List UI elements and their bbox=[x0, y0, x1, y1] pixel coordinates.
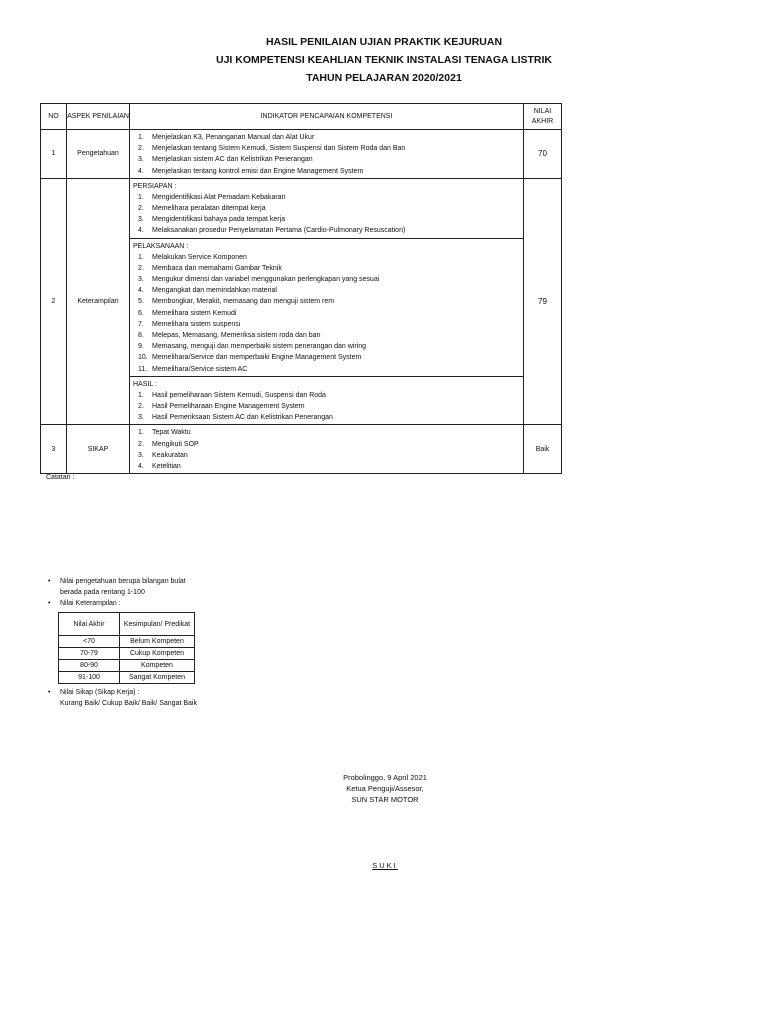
item-text: Melepas, Memasang, Memeriksa sistem roda dan ban bbox=[152, 332, 321, 340]
predikat-header-row bbox=[59, 613, 195, 636]
predikat-label: Sangat Kompeten bbox=[120, 672, 195, 684]
list-item bbox=[138, 341, 520, 352]
assessment-table bbox=[40, 103, 562, 474]
row-no: 1 bbox=[41, 130, 67, 179]
list-item bbox=[138, 225, 520, 236]
item-number: 4. bbox=[138, 463, 144, 471]
item-text: Melaksanakan prosedur Penyelamatan Pertama (Cardio-Pulmonary Resuscation) bbox=[152, 227, 406, 235]
indikator-list bbox=[133, 390, 520, 424]
row-no: 3 bbox=[41, 425, 67, 474]
item-number: 6. bbox=[138, 309, 144, 317]
row-nilai: Baik bbox=[524, 425, 562, 474]
item-text: Keakuratan bbox=[152, 451, 188, 459]
indikator-list bbox=[133, 427, 520, 472]
item-text: Memasang, menguji dan memperbaiki sistem penerangan dan wiring bbox=[152, 343, 367, 351]
signature-role: Ketua Penguji/Assesor, bbox=[346, 784, 424, 793]
item-text: Hasil Pemeriksaan Sistem AC dan Kelistrikan Penerangan bbox=[152, 414, 333, 422]
item-text: Membaca dan memahami Gambar Teknik bbox=[152, 264, 282, 272]
row-aspek: SIKAP bbox=[67, 425, 130, 474]
item-number: 2. bbox=[138, 403, 144, 411]
predikat-table bbox=[58, 612, 195, 684]
row-indikator bbox=[130, 425, 524, 474]
table-row bbox=[59, 648, 195, 660]
list-item bbox=[138, 192, 520, 203]
item-text: Mengukur dimensi dan variabel menggunakan perlengkapan yang sesuai bbox=[152, 276, 380, 284]
item-text: Mengangkat dan memindahkan material bbox=[152, 287, 277, 295]
row-aspek: Keterampilan bbox=[67, 178, 130, 425]
row-no: 2 bbox=[41, 178, 67, 425]
list-item bbox=[138, 427, 520, 438]
item-number: 1. bbox=[138, 391, 144, 399]
item-text: Menjelaskan tentang kontrol emisi dan Engine Management System bbox=[152, 167, 364, 175]
list-item bbox=[138, 461, 520, 472]
predikat-label: Kompeten bbox=[120, 660, 195, 672]
item-text: Mengikuti SOP bbox=[152, 440, 199, 448]
list-item bbox=[138, 285, 520, 296]
list-item bbox=[138, 143, 520, 154]
section-persiapan bbox=[130, 179, 523, 238]
row-indikator bbox=[130, 178, 524, 425]
item-text: Hasil Pemeliharaan Engine Management System bbox=[152, 403, 305, 411]
item-text: Memelihara sistem suspensi bbox=[152, 320, 241, 328]
list-item bbox=[138, 412, 520, 423]
row-nilai: 70 bbox=[524, 130, 562, 179]
item-number: 9. bbox=[138, 343, 144, 351]
list-item bbox=[138, 154, 520, 165]
header-no: NO bbox=[41, 104, 67, 130]
item-number: 2. bbox=[138, 440, 144, 448]
item-number: 1. bbox=[138, 134, 144, 141]
item-number: 8. bbox=[138, 332, 144, 340]
table-row bbox=[59, 672, 195, 684]
item-number: 3. bbox=[138, 156, 144, 164]
indikator-list bbox=[133, 252, 520, 375]
section-label: PERSIAPAN : bbox=[133, 182, 177, 190]
item-text: Menjelaskan K3, Penanganan Manual dan Alat Ukur bbox=[152, 134, 315, 141]
section-hasil bbox=[130, 376, 523, 425]
item-number: 3. bbox=[138, 216, 144, 224]
predikat-nilai: 70-79 bbox=[59, 648, 120, 660]
item-text: Membongkar, Merakit, memasang dan menguji sistem rem bbox=[152, 298, 335, 306]
list-item bbox=[138, 203, 520, 214]
table-row bbox=[59, 636, 195, 648]
section-label: PELAKSANAAN : bbox=[133, 242, 189, 250]
signature-place-date: Probolinggo, 9 April 2021 bbox=[343, 773, 427, 782]
list-item bbox=[138, 296, 520, 307]
signature-name: SUKI bbox=[372, 861, 398, 870]
item-number: 3. bbox=[138, 276, 144, 284]
item-text: Tepat Waktu bbox=[152, 429, 191, 437]
item-number: 1. bbox=[138, 253, 144, 261]
row-nilai: 79 bbox=[524, 178, 562, 425]
item-text: Memelihara peralatan ditempat kerja bbox=[152, 205, 266, 213]
row-sikap bbox=[41, 425, 562, 474]
title-line-3: TAHUN PELAJARAN 2020/2021 bbox=[306, 72, 462, 84]
document-title-block bbox=[0, 33, 768, 87]
item-number: 3. bbox=[138, 414, 144, 422]
item-number: 5. bbox=[138, 298, 144, 306]
item-number: 4. bbox=[138, 287, 144, 295]
item-number: 2. bbox=[138, 264, 144, 272]
item-text: Memelihara/Service sistem AC bbox=[152, 365, 248, 373]
section-pelaksanaan bbox=[130, 238, 523, 376]
predikat-header-kesimpulan: Kesimpulan/ Predikat bbox=[120, 613, 195, 636]
item-text: Hasil pemeliharaan Sistem Kemudi, Suspensi dan Roda bbox=[152, 391, 326, 399]
item-text: Melakukan Service Komponen bbox=[152, 253, 247, 261]
list-item bbox=[138, 166, 520, 177]
header-indikator: INDIKATOR PENCAPAIAN KOMPETENSI bbox=[130, 104, 524, 130]
item-text: Memelihara/Service dan memperbaiki Engine Management System bbox=[152, 354, 362, 362]
item-text: Memelihara sistem Kemudi bbox=[152, 309, 237, 317]
notes-block bbox=[48, 576, 208, 709]
list-item bbox=[138, 132, 520, 143]
table-row bbox=[59, 660, 195, 672]
predikat-label: Belum Kompeten bbox=[120, 636, 195, 648]
item-text: Mengidentifikasi bahaya pada tempat kerja bbox=[152, 216, 286, 224]
table-header-row bbox=[41, 104, 562, 130]
row-keterampilan bbox=[41, 178, 562, 425]
item-text: Menjelaskan sistem AC dan Kelistrikan Penerangan bbox=[152, 156, 313, 164]
item-text: Menjelaskan tentang Sistem Kemudi, Sistem Suspensi dan Sistem Roda dan Ban bbox=[152, 145, 406, 153]
predikat-header-nilai: Nilai Akhir bbox=[59, 613, 120, 636]
item-number: 7. bbox=[138, 320, 144, 328]
section-label: HASIL : bbox=[133, 380, 157, 388]
list-item bbox=[138, 263, 520, 274]
header-aspek: ASPEK PENILAIAN bbox=[67, 104, 130, 130]
header-nilai: NILAI AKHIR bbox=[524, 104, 562, 130]
predikat-nilai: 91-100 bbox=[59, 672, 120, 684]
list-item bbox=[138, 214, 520, 225]
item-number: 10. bbox=[138, 354, 148, 362]
item-text: Mengidentifikasi Alat Pemadam Kebakaran bbox=[152, 193, 286, 201]
catatan-label: Catatan : bbox=[46, 474, 75, 481]
note-keterampilan-label: • Nilai Keterampilan : bbox=[48, 598, 208, 609]
note-sikap-label: • Nilai Sikap (Sikap Kerja) : bbox=[48, 687, 208, 698]
note-sikap-values: Kurang Baik/ Cukup Baik/ Baik/ Sangat Baik bbox=[60, 700, 197, 707]
predikat-nilai: <70 bbox=[59, 636, 120, 648]
note-pengetahuan: • Nilai pengetahuan berupa bilangan bulat berada pada rentang 1-100 bbox=[48, 576, 208, 598]
item-number: 4. bbox=[138, 227, 144, 235]
row-aspek: Pengetahuan bbox=[67, 130, 130, 179]
item-number: 4. bbox=[138, 167, 144, 175]
item-number: 1. bbox=[138, 429, 144, 437]
item-number: 2. bbox=[138, 145, 144, 153]
signature-org: SUN STAR MOTOR bbox=[351, 795, 419, 804]
list-item bbox=[138, 308, 520, 319]
item-number: 3. bbox=[138, 451, 144, 459]
list-item bbox=[138, 330, 520, 341]
list-item bbox=[138, 450, 520, 461]
list-item bbox=[138, 252, 520, 263]
list-item bbox=[138, 352, 520, 363]
item-number: 1. bbox=[138, 193, 144, 201]
item-number: 11. bbox=[138, 365, 148, 373]
row-indikator bbox=[130, 130, 524, 179]
list-item bbox=[138, 364, 520, 375]
list-item bbox=[138, 401, 520, 412]
predikat-nilai: 80-90 bbox=[59, 660, 120, 672]
list-item bbox=[138, 439, 520, 450]
item-number: 2. bbox=[138, 205, 144, 213]
item-text: Ketelitian bbox=[152, 463, 181, 471]
list-item bbox=[138, 319, 520, 330]
indikator-list bbox=[133, 192, 520, 237]
title-line-2: UJI KOMPETENSI KEAHLIAN TEKNIK INSTALASI TENAGA LISTRIK bbox=[215, 54, 552, 66]
list-item bbox=[138, 274, 520, 285]
predikat-label: Cukup Kompeten bbox=[120, 648, 195, 660]
title-line-1: HASIL PENILAIAN UJIAN PRAKTIK KEJURUAN bbox=[265, 36, 503, 48]
signature-block bbox=[280, 772, 490, 805]
row-pengetahuan bbox=[41, 130, 562, 179]
list-item bbox=[138, 390, 520, 401]
indikator-list bbox=[133, 132, 520, 177]
